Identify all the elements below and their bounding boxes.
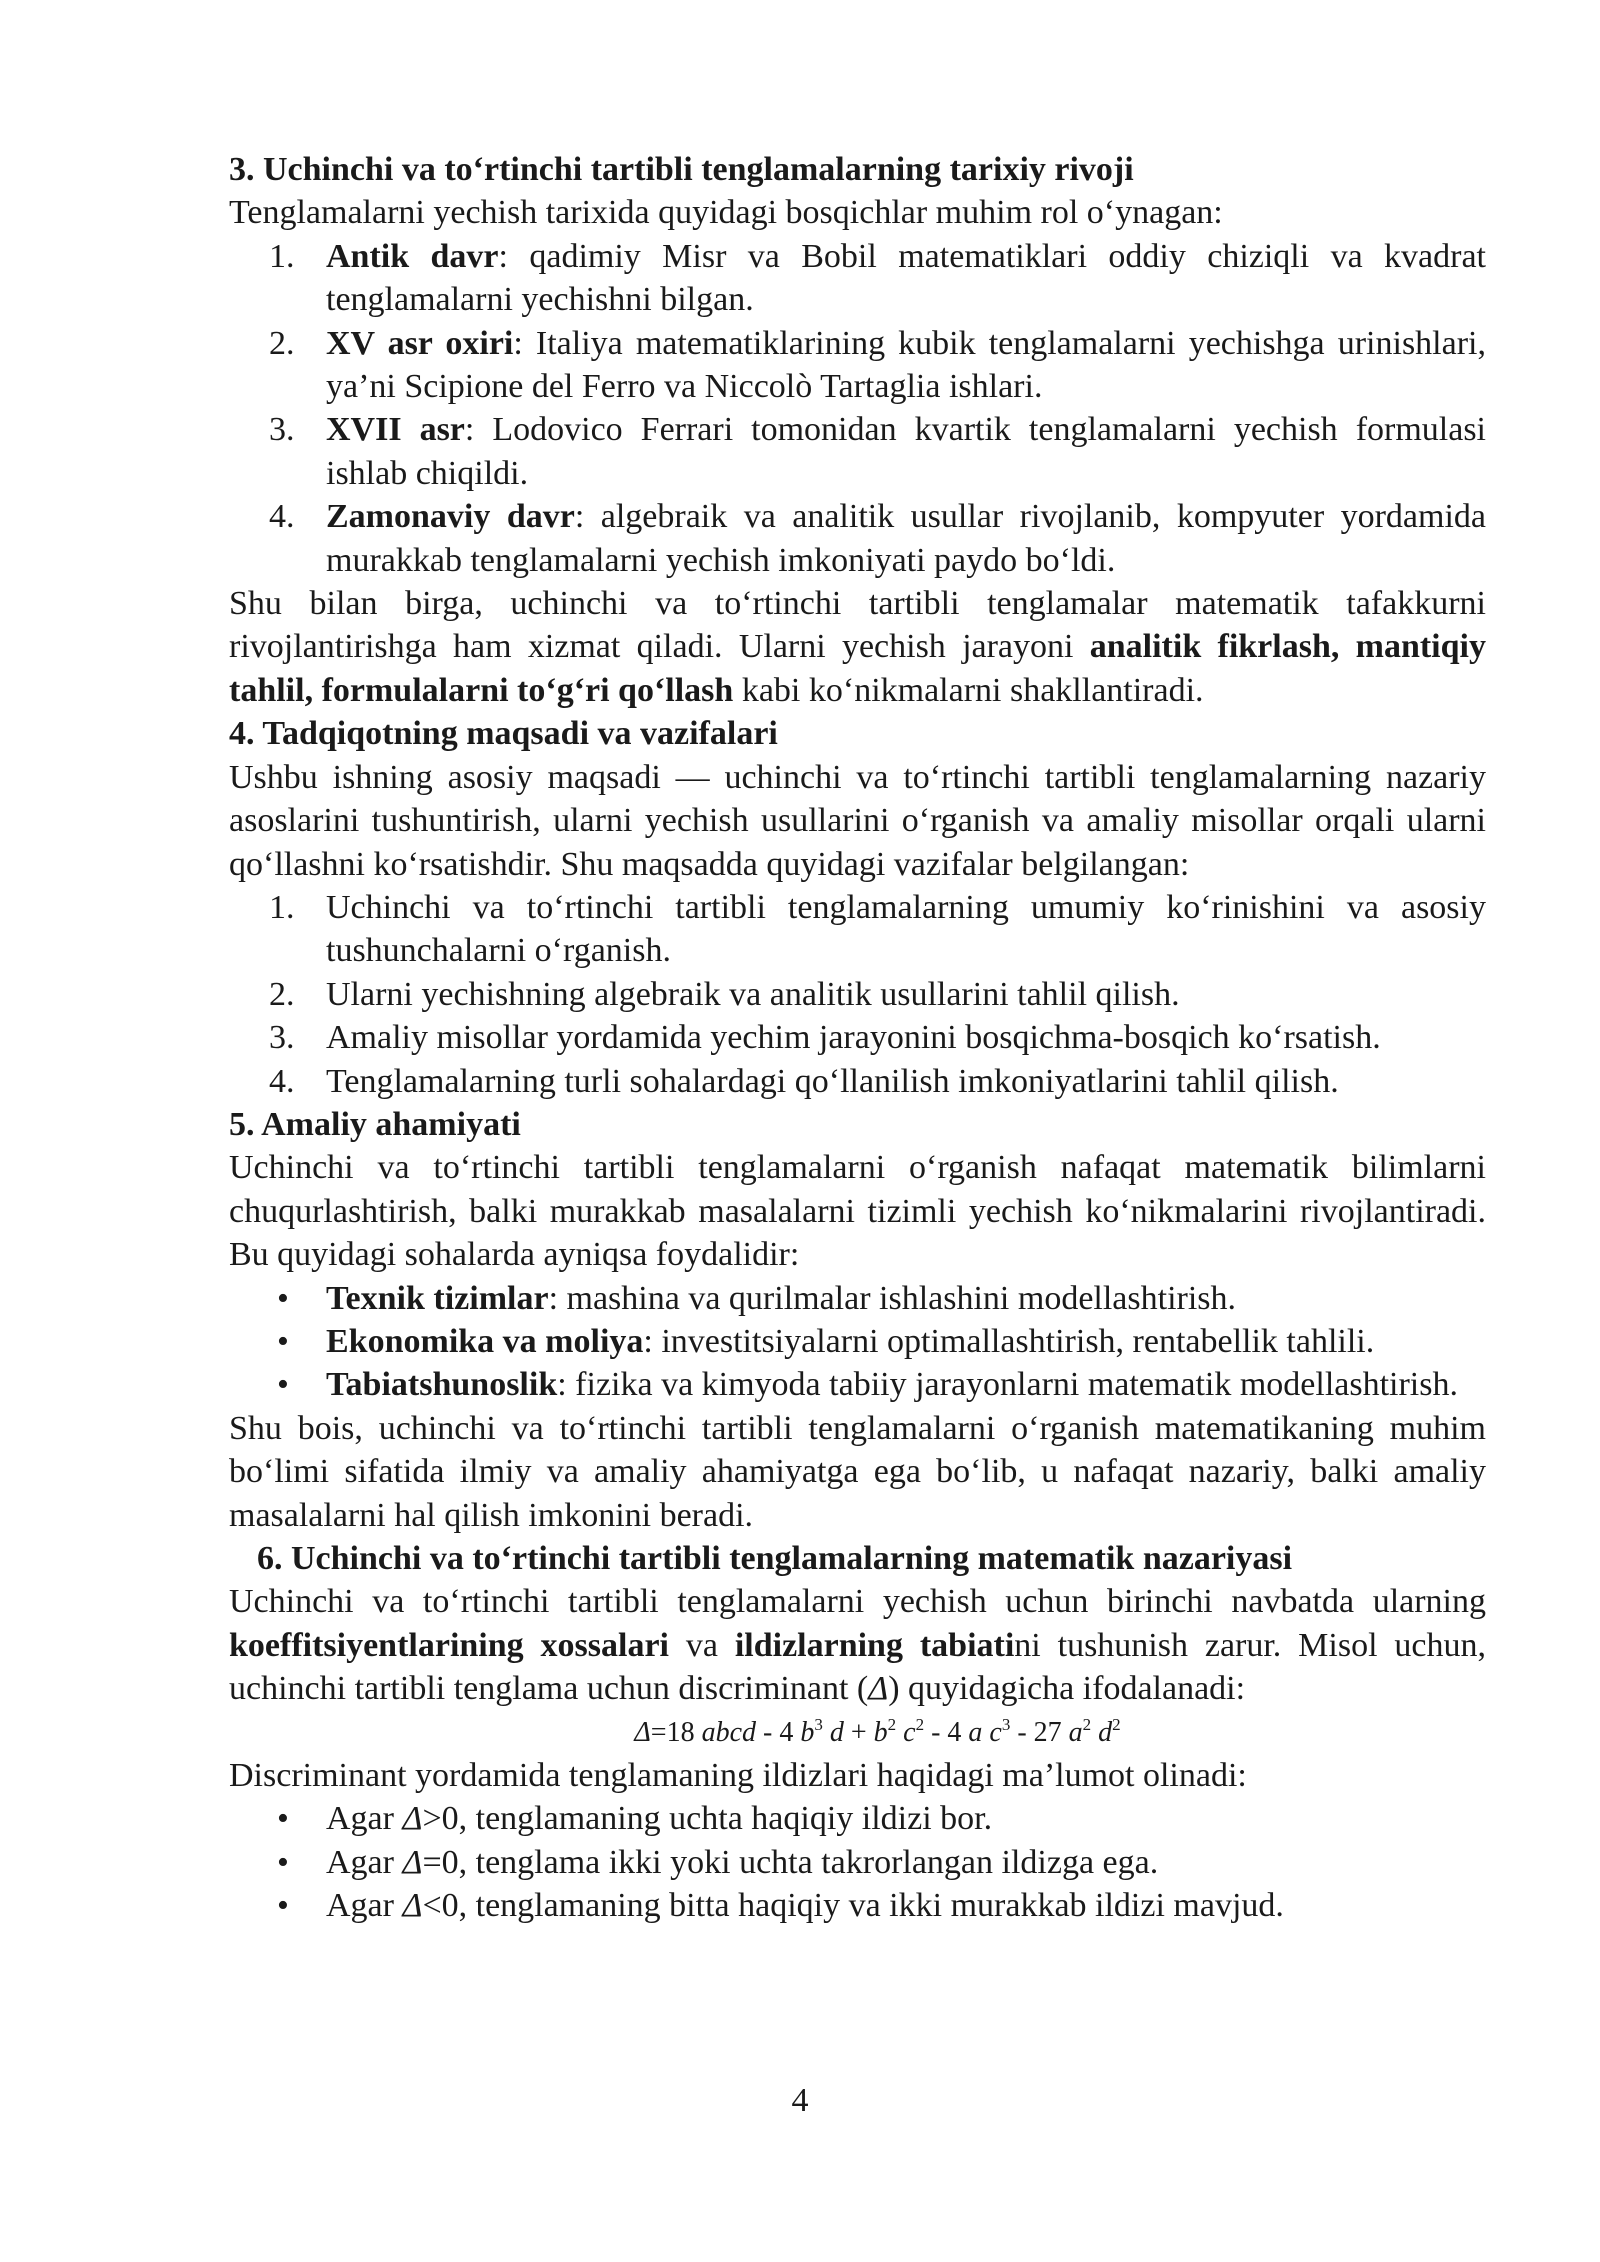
list-item-text: Tenglamalarning turli sohalardagi qo‘llanilish imkoniyatlarini tahlil qilish. <box>326 1062 1339 1100</box>
section-3-heading: 3. Uchinchi va to‘rtinchi tartibli tenglamalarning tarixiy rivoji <box>229 151 1134 188</box>
formula-part: - 27 <box>1010 1716 1062 1748</box>
bullet-icon: • <box>277 1887 289 1925</box>
list-number: 3. <box>269 1019 295 1057</box>
formula-exp: 2 <box>1112 1714 1121 1734</box>
closing-text-end: kabi ko‘nikmalarni shakllantiradi. <box>733 671 1204 709</box>
list-item-text: Uchinchi va to‘rtinchi tartibli tenglamalarning umumiy ko‘rinishini va asosiy tushunchalarni o‘rganish. <box>326 888 1486 970</box>
list-number: 1. <box>269 888 295 926</box>
list-number: 2. <box>269 975 295 1013</box>
bullet-icon: • <box>277 1800 289 1838</box>
formula-var: abcd <box>701 1716 756 1748</box>
list-item-text: : algebraik va analitik usullar rivojlanib, kompyuter yordamida murakkab tenglamalarni yechish imkoniyati paydo bo‘ldi. <box>326 498 1486 579</box>
formula-exp: 3 <box>814 1714 823 1734</box>
list-item <box>229 235 1486 322</box>
list-item-term: Zamonaviy davr <box>326 498 575 536</box>
list-item-text: : mashina va qurilmalar ishlashini modellashtirish. <box>548 1279 1237 1317</box>
paragraph-text: ) quyidagicha ifodalanadi: <box>888 1670 1246 1708</box>
list-item-term: XV asr oxiri <box>326 324 514 362</box>
list-item <box>229 1277 1486 1320</box>
list-item <box>229 1320 1486 1363</box>
list-item-text: : Italiya matematiklarining kubik tenglamalarni yechishga urinishlari, ya’ni Scipione del Ferro va Niccolò Tartaglia ishlari. <box>326 324 1486 406</box>
formula-exp: 2 <box>1082 1714 1092 1734</box>
discriminant-formula <box>229 1711 1486 1754</box>
case-text: , tenglama ikki yoki uchta takrorlangan ildizga ega. <box>458 1843 1159 1881</box>
list-item-text: : investitsiyalarni optimallashtirish, rentabellik tahlili. <box>643 1322 1375 1360</box>
paragraph-text: Uchinchi va to‘rtinchi tartibli tenglamalarni yechish uchun birinchi navbatda ularning <box>229 1583 1486 1621</box>
formula-exp: 2 <box>887 1714 897 1734</box>
formula-var: b <box>873 1716 888 1748</box>
formula-var: d <box>829 1716 844 1748</box>
list-item-term: XVII asr <box>326 411 465 449</box>
list-item <box>229 1016 1486 1059</box>
bullet-icon: • <box>277 1366 289 1404</box>
formula-delta: Δ <box>634 1716 651 1748</box>
case-text: , tenglamaning bitta haqiqiy va ikki murakkab ildizi mavjud. <box>458 1887 1284 1925</box>
delta-symbol: Δ <box>402 1800 423 1838</box>
formula-var: a <box>1068 1716 1083 1748</box>
bullet-icon: • <box>277 1279 289 1317</box>
list-item-text: : Lodovico Ferrari tomonidan kvartik tenglamalarni yechish formulasi ishlab chiqildi. <box>326 411 1486 492</box>
closing-text: Shu bilan birga, uchinchi va to‘rtinchi tartibli tenglamalar matematik tafakkurni rivojlantirishga ham xizmat qiladi. Ularni yechish jarayoni <box>229 585 1486 666</box>
list-item <box>229 1841 1486 1884</box>
formula-part: - 4 <box>756 1716 794 1748</box>
tasks-list <box>229 886 1486 1103</box>
list-item <box>229 495 1486 582</box>
formula-exp: 2 <box>915 1714 925 1734</box>
case-text: , tenglamaning uchta haqiqiy ildizi bor. <box>458 1800 993 1838</box>
list-number: 3. <box>269 411 295 449</box>
bold-term: koeffitsiyentlarining xossalari <box>229 1626 669 1664</box>
list-item <box>229 973 1486 1016</box>
section-3-intro: Tenglamalarni yechish tarixida quyidagi bosqichlar muhim rol o‘ynagan: <box>229 194 1223 232</box>
list-item-text: Amaliy misollar yordamida yechim jarayonini bosqichma-bosqich ko‘rsatish. <box>326 1019 1381 1057</box>
list-item-text: Ularni yechishning algebraik va analitik usullarini tahlil qilish. <box>326 975 1180 1013</box>
section-6-paragraph-2: Discriminant yordamida tenglamaning ildizlari haqidagi ma’lumot olinadi: <box>229 1757 1247 1795</box>
list-number: 4. <box>269 1062 295 1100</box>
list-number: 1. <box>269 237 295 275</box>
formula-var: c <box>989 1716 1002 1748</box>
formula-part: + <box>843 1716 874 1748</box>
section-6-heading: 6. Uchinchi va to‘rtinchi tartibli tenglamalarning matematik nazariyasi <box>257 1540 1293 1577</box>
formula-var: d <box>1098 1716 1113 1748</box>
list-item <box>229 1797 1486 1840</box>
formula-part: 18 <box>666 1716 695 1748</box>
section-3-closing <box>229 582 1486 712</box>
list-item-term: Ekonomika va moliya <box>326 1322 644 1360</box>
discriminant-cases-list <box>229 1797 1486 1927</box>
bullet-icon: • <box>277 1322 289 1360</box>
formula-exp: 3 <box>1001 1714 1011 1734</box>
application-list <box>229 1277 1486 1407</box>
section-6-paragraph <box>229 1580 1486 1710</box>
list-item <box>229 886 1486 973</box>
history-list <box>229 235 1486 582</box>
formula-var: c <box>903 1716 916 1748</box>
list-item <box>229 1060 1486 1103</box>
case-text: Agar <box>326 1800 403 1838</box>
delta-symbol: Δ <box>402 1843 423 1881</box>
formula-var: a <box>968 1716 983 1748</box>
list-number: 2. <box>269 324 295 362</box>
formula-part: - 4 <box>924 1716 962 1748</box>
bold-term: ildizlarning tabiati <box>734 1626 1015 1664</box>
section-5-intro: Uchinchi va to‘rtinchi tartibli tenglamalarni o‘rganish nafaqat matematik bilimlarni chuqurlashtirish, balki murakkab masalalarni tizimli yechish ko‘nikmalarini rivojlantiradi. Bu quyidagi sohalarda ayniqsa foydalidir: <box>229 1149 1486 1274</box>
section-5-heading: 5. Amaliy ahamiyati <box>229 1105 521 1143</box>
list-number: 4. <box>269 498 295 536</box>
list-item <box>229 1884 1486 1927</box>
section-5-closing: Shu bois, uchinchi va to‘rtinchi tartibli tenglamalarni o‘rganish matematikaning muhim bo‘limi sifatida ilmiy va amaliy ahamiyatga ega bo‘lib, u nafaqat nazariy, balki amaliy masalalarni hal qilish imkonini beradi. <box>229 1409 1486 1534</box>
page-number: 4 <box>791 2082 809 2119</box>
closing-bold-text: analitik fikrlash, mantiqiy tahlil, formulalarni to‘g‘ri qo‘llash <box>229 628 1486 709</box>
section-4-intro: Ushbu ishning asosiy maqsadi — uchinchi va to‘rtinchi tartibli tenglamalarning nazariy asoslarini tushuntirish, ularni yechish usullarini o‘rganish va amaliy misollar orqali ularni qo‘llashni ko‘rsatishdir. Shu maqsadda quyidagi vazifalar belgilangan: <box>229 758 1486 883</box>
list-item-term: Antik davr <box>326 237 499 275</box>
list-item <box>229 408 1486 495</box>
section-4-heading: 4. Tadqiqotning maqsadi va vazifalari <box>229 715 778 753</box>
list-item-term: Tabiatshunoslik <box>326 1366 558 1404</box>
bullet-icon: • <box>277 1843 289 1881</box>
case-text: Agar <box>326 1887 403 1925</box>
formula-part: = <box>650 1716 667 1748</box>
list-item-term: Texnik tizimlar <box>326 1279 549 1317</box>
list-item <box>229 322 1486 409</box>
case-text: Agar <box>326 1843 403 1881</box>
formula-var: b <box>800 1716 815 1748</box>
case-condition: =0 <box>422 1843 459 1881</box>
case-condition: >0 <box>422 1800 459 1838</box>
paragraph-text: ni tushunish zarur. Misol uchun, uchinchi tartibli tenglama uchun discriminant ( <box>229 1626 1486 1708</box>
delta-symbol: Δ <box>402 1887 423 1925</box>
list-item <box>229 1363 1486 1406</box>
list-item-text: : fizika va kimyoda tabiiy jarayonlarni matematik modellashtirish. <box>557 1366 1458 1404</box>
paragraph-text: va <box>668 1626 735 1664</box>
delta-symbol: Δ <box>868 1670 889 1708</box>
list-item-text: : qadimiy Misr va Bobil matematiklari oddiy chiziqli va kvadrat tenglamalarni yechishni bilgan. <box>326 237 1486 319</box>
case-condition: <0 <box>422 1887 459 1925</box>
document-page <box>229 148 1486 1928</box>
